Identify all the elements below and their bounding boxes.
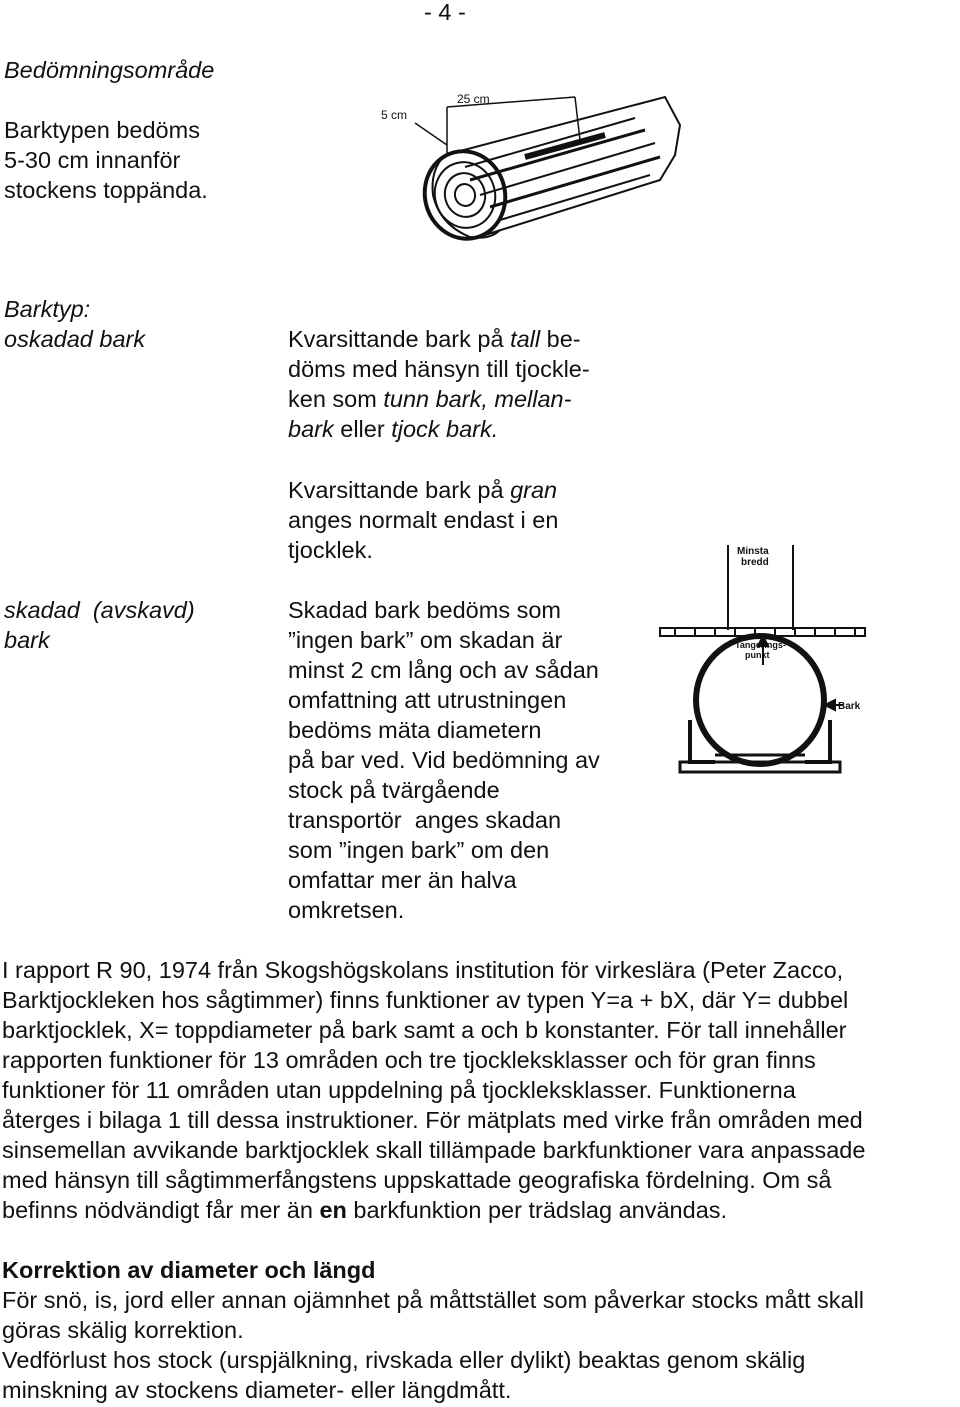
- text-span-italic: bark: [288, 416, 334, 442]
- body-line: [2, 1195, 960, 1225]
- label-punkt: punkt: [745, 650, 770, 660]
- correction-heading: Korrektion av diameter och längd: [2, 1257, 376, 1283]
- text-span-italic: tjock bark.: [391, 416, 499, 442]
- label-25cm: 25 cm: [457, 92, 490, 106]
- body-line: barktjocklek, X= toppdiameter på bark samt a och b konstanter. För tall innehåller: [2, 1017, 847, 1043]
- page-number: - 4 -: [424, 0, 466, 25]
- text-span: ken som: [288, 386, 384, 412]
- body-paragraph: [2, 955, 960, 1225]
- correction-line: För snö, is, jord eller annan ojämnhet på måttstället som påverkar stocks mått skall: [2, 1287, 865, 1313]
- area-text-line: 5-30 cm innanför: [4, 147, 181, 173]
- text-span: barkfunktion per trädslag användas.: [346, 1197, 728, 1223]
- measure-figure: [655, 540, 870, 790]
- damaged-label-line: skadad (avskavd): [4, 597, 195, 623]
- area-text-line: stockens toppända.: [4, 177, 208, 203]
- oskadad-bark-label: oskadad bark: [4, 326, 146, 352]
- log-figure: [375, 85, 695, 255]
- area-label: Bedömningsområde: [4, 57, 215, 83]
- text-span-italic: tall: [510, 326, 541, 352]
- text-span: Kvarsittande bark på: [288, 477, 511, 503]
- log-end-face: [415, 142, 515, 248]
- text-span-italic: tunn bark, mellan-: [383, 386, 572, 412]
- area-text-line: Barktypen bedöms: [4, 117, 200, 143]
- damaged-desc-line: ”ingen bark” om skadan är: [288, 627, 563, 653]
- barktyp-label-line: Barktyp:: [4, 296, 91, 322]
- barktyp-desc-line: döms med hänsyn till tjockle-: [288, 356, 590, 382]
- body-line: återges i bilaga 1 till dessa instruktioner. För mätplats med virke från områden med: [2, 1107, 863, 1133]
- body-line: sinsemellan avvikande barktjocklek skall tillämpade barkfunktioner vara anpassade: [2, 1137, 866, 1163]
- text-span: befinns nödvändigt får mer än: [2, 1197, 320, 1223]
- text-span: eller: [333, 416, 392, 442]
- text-span-bold: en: [319, 1197, 347, 1223]
- body-line: rapporten funktioner för 13 områden och tre tjockleksklasser och för gran finns: [2, 1047, 816, 1073]
- body-line: med hänsyn till sågtimmerfångstens uppskattade geografiska fördelning. Om så: [2, 1167, 832, 1193]
- text-span: be-: [540, 326, 581, 352]
- body-line: funktioner för 11 områden utan uppdelning på tjockleksklasser. Funktionerna: [2, 1077, 796, 1103]
- gran-desc-line: tjocklek.: [288, 537, 373, 563]
- damaged-desc-line: omfattar mer än halva: [288, 867, 517, 893]
- label-tangering: Tangerings-: [735, 640, 786, 650]
- damaged-desc-line: omfattning att utrustningen: [288, 687, 567, 713]
- damaged-desc-line: på bar ved. Vid bedömning av: [288, 747, 600, 773]
- gran-desc-line: [288, 475, 658, 505]
- damaged-desc: [288, 595, 658, 925]
- area-text: [4, 115, 264, 205]
- gran-desc: [288, 475, 658, 565]
- correction-line: Vedförlust hos stock (urspjälkning, rivskada eller dylikt) beaktas genom skälig: [2, 1347, 806, 1373]
- label-bredd: bredd: [741, 557, 769, 568]
- body-line: I rapport R 90, 1974 från Skogshögskolans institution för virkeslära (Peter Zacco,: [2, 957, 844, 983]
- damaged-desc-line: transportör anges skadan: [288, 807, 562, 833]
- damaged-desc-line: Skadad bark bedöms som: [288, 597, 562, 623]
- barktyp-desc: [288, 324, 658, 444]
- damaged-desc-line: omkretsen.: [288, 897, 405, 923]
- correction-line: minskning av stockens diameter- eller längdmått.: [2, 1377, 512, 1403]
- gran-desc-line: anges normalt endast i en: [288, 507, 559, 533]
- barktyp-desc-line: [288, 384, 658, 414]
- label-minsta: Minsta: [737, 546, 769, 557]
- correction-text: [2, 1285, 960, 1405]
- barktyp-desc-line: [288, 324, 658, 354]
- damaged-desc-line: minst 2 cm lång och av sådan: [288, 657, 599, 683]
- damaged-desc-line: som ”ingen bark” om den: [288, 837, 550, 863]
- body-line: Barktjockleken hos sågtimmer) finns funktioner av typen Y=a + bX, där Y= dubbel: [2, 987, 849, 1013]
- damaged-desc-line: stock på tvärgående: [288, 777, 500, 803]
- damaged-desc-line: bedöms mäta diametern: [288, 717, 542, 743]
- correction-line: göras skälig korrektion.: [2, 1317, 244, 1343]
- damaged-label: [4, 595, 264, 655]
- damaged-label-line: bark: [4, 627, 50, 653]
- text-span-italic: gran: [510, 477, 558, 503]
- barktyp-label: [4, 294, 264, 354]
- barktyp-desc-line: [288, 414, 658, 444]
- label-5cm: 5 cm: [381, 108, 408, 122]
- text-span: Kvarsittande bark på: [288, 326, 511, 352]
- label-bark: Bark: [838, 701, 861, 712]
